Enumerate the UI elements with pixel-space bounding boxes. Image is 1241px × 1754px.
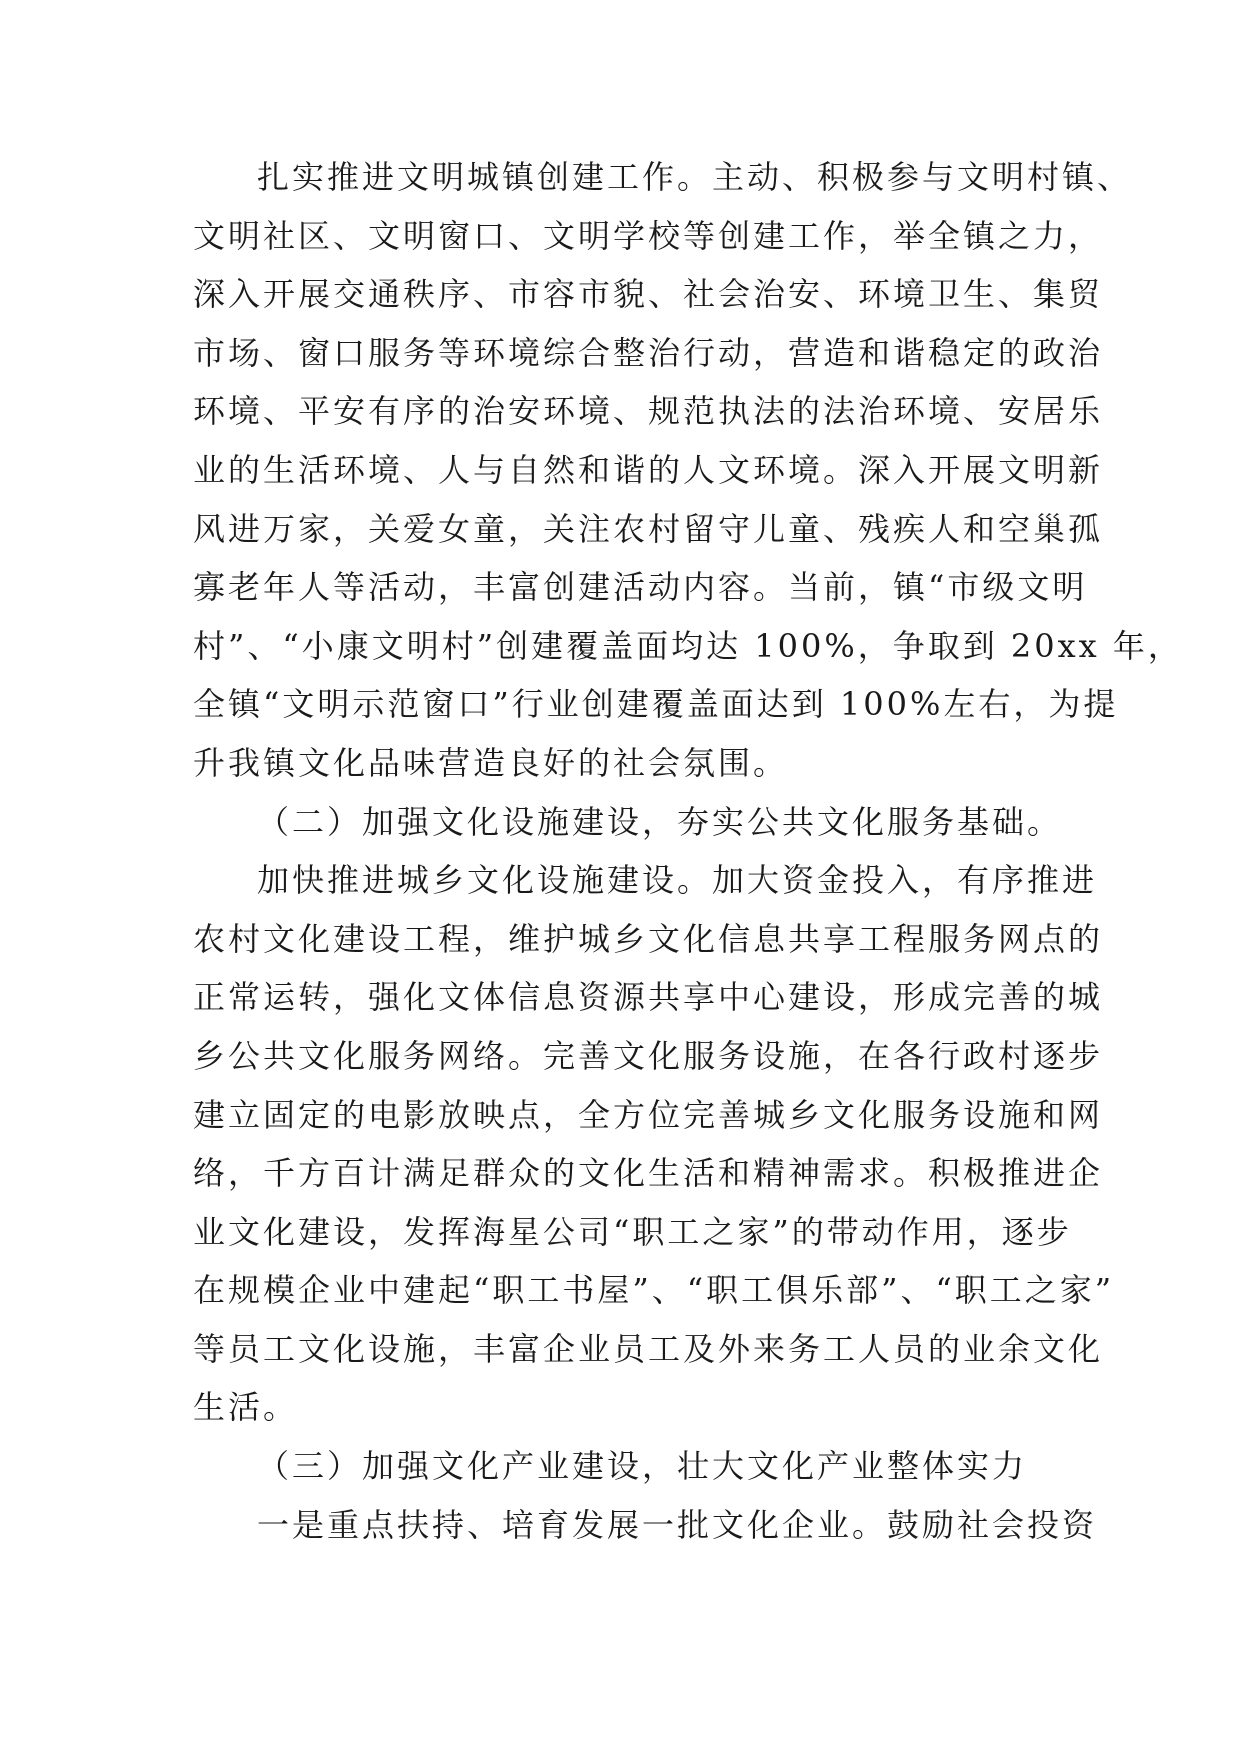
paragraph-line: 业文化建设，发挥海星公司“职工之家”的带动作用，逐步: [193, 1212, 1072, 1251]
paragraph-line: 建立固定的电影放映点，全方位完善城乡文化服务设施和网: [193, 1095, 1104, 1134]
paragraph-line: 深入开展交通秩序、市容市貌、社会治安、环境卫生、集贸: [193, 275, 1104, 314]
paragraph-line: 在规模企业中建起“职工书屋”、“职工俱乐部”、“职工之家”: [193, 1271, 1115, 1310]
paragraph-line: 寡老年人等活动，丰富创建活动内容。当前，镇“市级文明: [193, 568, 1088, 607]
paragraph-line: 村”、“小康文明村”创建覆盖面均达 100%，争取到 20xx 年，: [193, 626, 1183, 665]
paragraph-line: 文明社区、文明窗口、文明学校等创建工作，举全镇之力，: [193, 216, 1104, 255]
paragraph-line: 乡公共文化服务网络。完善文化服务设施，在各行政村逐步: [193, 1036, 1104, 1075]
paragraph-line: 环境、平安有序的治安环境、规范执法的法治环境、安居乐: [193, 392, 1104, 431]
paragraph-line: 扎实推进文明城镇创建工作。主动、积极参与文明村镇、: [257, 158, 1133, 196]
paragraph-line: 等员工文化设施，丰富企业员工及外来务工人员的业余文化: [193, 1329, 1104, 1368]
document-body: [193, 148, 1183, 1554]
paragraph-line: 农村文化建设工程，维护城乡文化信息共享工程服务网点的: [193, 919, 1104, 958]
section-heading: （三）加强文化产业建设，壮大文化产业整体实力: [257, 1447, 1028, 1486]
paragraph-line: 市场、窗口服务等环境综合整治行动，营造和谐稳定的政治: [193, 333, 1104, 372]
paragraph-line: 生活。: [193, 1388, 299, 1427]
paragraph-line: 风进万家，关爱女童，关注农村留守儿童、残疾人和空巢孤: [193, 509, 1104, 548]
paragraph-line: 升我镇文化品味营造良好的社会氛围。: [193, 743, 789, 782]
paragraph-line: 业的生活环境、人与自然和谐的人文环境。深入开展文明新: [193, 450, 1104, 489]
paragraph-line: 正常运转，强化文体信息资源共享中心建设，形成完善的城: [193, 978, 1104, 1017]
paragraph-line: 全镇“文明示范窗口”行业创建覆盖面达到 100%左右，为提: [193, 685, 1119, 724]
paragraph-line: 络，千方百计满足群众的文化生活和精神需求。积极推进企: [193, 1154, 1104, 1193]
paragraph-line: 一是重点扶持、培育发展一批文化企业。鼓励社会投资: [257, 1505, 1098, 1544]
paragraph-line: 加快推进城乡文化设施建设。加大资金投入，有序推进: [257, 861, 1098, 900]
section-heading: （二）加强文化设施建设，夯实公共文化服务基础。: [257, 802, 1063, 841]
